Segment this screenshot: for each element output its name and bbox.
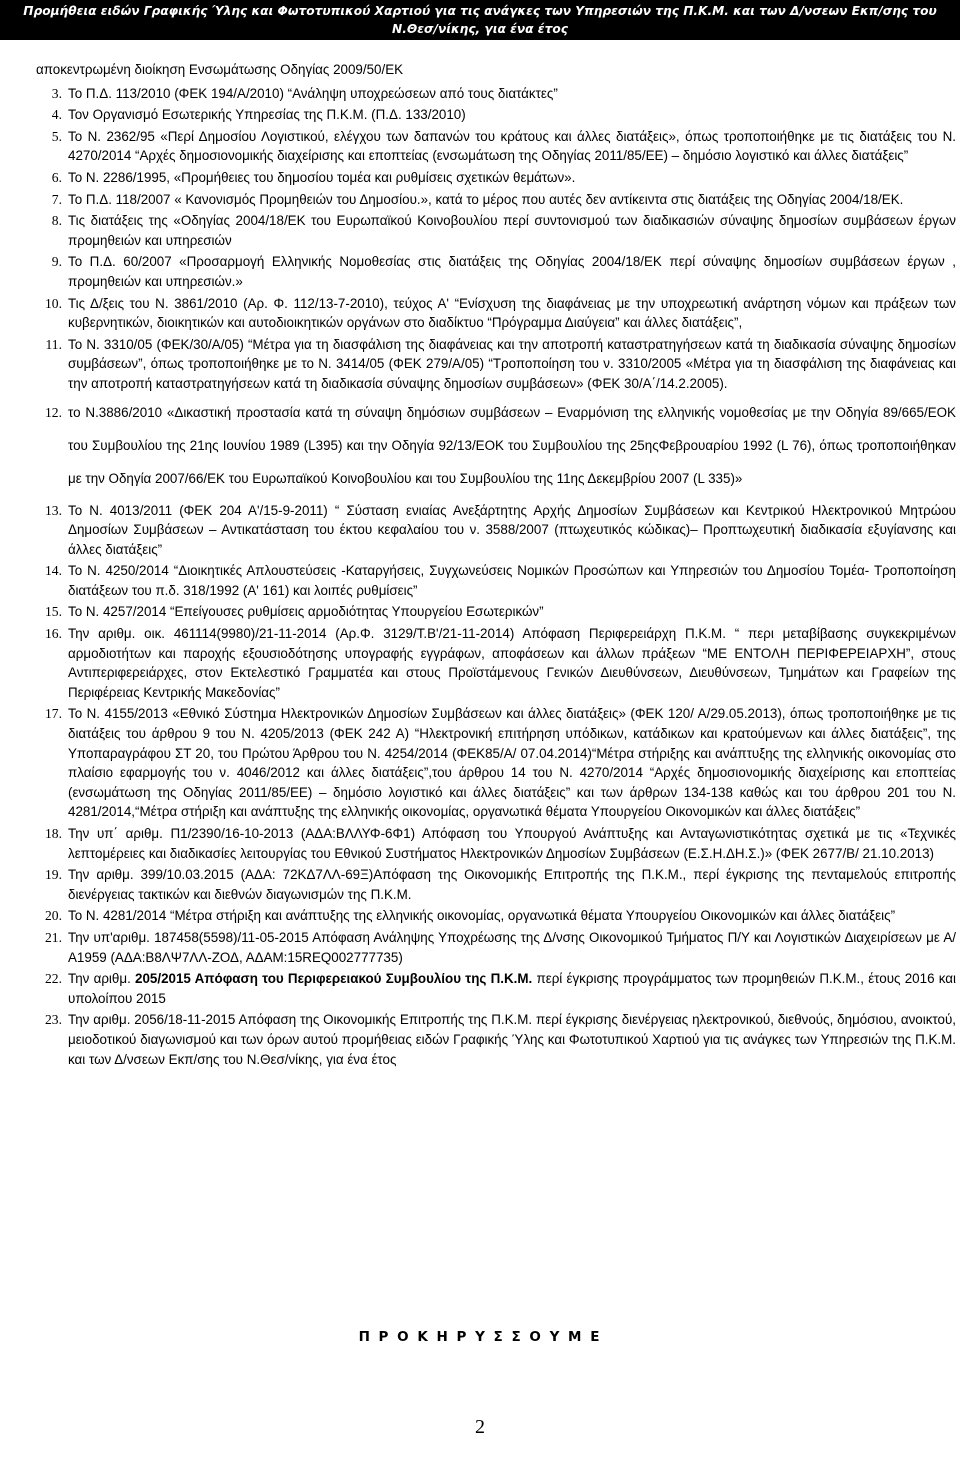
closing-title: Π Ρ Ο Κ Η Ρ Υ Σ Σ Ο Υ Μ Ε	[358, 1329, 602, 1345]
item-text-post: περί έγκρισης προγράμματος των προμηθειών Π.Κ.Μ., έτους 2016 και υπολοίπου 2015	[68, 971, 957, 1006]
item-number: 15.	[45, 604, 62, 620]
item-text: Την αριθμ. 399/10.03.2015 (ΑΔΑ: 72ΚΔ7ΛΛ-69Ξ)Απόφαση της Οικονομικής Επιτροπής της Π.Κ.Μ., περί έγκρισης της πενταμελούς επιτροπής διενέργειας τακτικών και διεθνών διαγωνισμών της Π.Κ.Μ.	[68, 867, 956, 902]
list-item	[36, 252, 956, 291]
item-number: 22.	[45, 971, 62, 987]
list-item	[36, 84, 956, 104]
list-item	[36, 294, 956, 333]
item-text-pre: Την αριθμ.	[68, 971, 136, 987]
list-item	[36, 969, 956, 1008]
item-text: Το Ν. 4250/2014 “Διοικητικές Απλουστεύσεις -Καταργήσεις, Συγχωνεύσεις Νομικών Προσώπων και Υπηρεσιών του Δημοσίου Τομέα- Τροποποίηση διατάξεων του π.δ. 318/1992 (Α' 161) και λοιπές ρυθμίσεις”	[68, 563, 956, 598]
item-text: το Ν.3886/2010 «Δικαστική προστασία κατά τη σύναψη δημόσιων συμβάσεων – Εναρμόνιση της ελληνικής νομοθεσίας με την Οδηγία 89/665/ΕΟΚ του Συμβουλίου της 21ης Ιουνίου 1989 (L395) και την Οδηγία 92/13/ΕΟΚ του Συμβουλίου της 25ηςΦεβρουαρίου 1992 (L 76), όπως τροποποιήθηκαν με την Οδηγία 2007/66/ΕΚ του Ευρωπαϊκού Κοινοβουλίου και του Συμβουλίου της 11ης Δεκεμβρίου 2007 (L 335)»	[68, 404, 956, 486]
item-text: Το Π.Δ. 113/2010 (ΦΕΚ 194/Α/2010) “Ανάληψη υποχρεώσεων από τους διατάκτες”	[68, 85, 558, 101]
list-item	[36, 190, 956, 210]
page-number: 2	[475, 1416, 485, 1438]
list-item	[36, 704, 956, 822]
legal-references	[36, 60, 956, 1071]
item-text: Το Ν. 4013/2011 (ΦΕΚ 204 Α'/15-9-2011) “ Σύσταση ενιαίας Ανεξάρτητης Αρχής Δημοσίων Συμβάσεων και Κεντρικού Ηλεκτρονικού Μητρώου Δημοσίων Συμβάσεων – Αντικατάσταση του έκτου κεφαλαίου του ν. 3588/2007 (πτωχευτικός κώδικας)– Προπτωχευτική διαδικασία εξυγίανσης και άλλες διατάξεις”	[68, 502, 956, 557]
item-number: 17.	[45, 706, 62, 722]
item-text: Το Π.Δ. 118/2007 « Κανονισμός Προμηθειών του Δημοσίου.», κατά το μέρος που αυτές δεν αντίκειντα στις διατάξεις της Οδηγίας 2004/18/ΕΚ.	[68, 191, 904, 207]
item-number: 21.	[45, 929, 62, 945]
item-number: 18.	[45, 826, 62, 841]
header-line-2: Ν.Θεσ/νίκης, για ένα έτος	[392, 22, 568, 36]
item-text: Τις διατάξεις της «Οδηγίας 2004/18/ΕΚ του Ευρωπαϊκού Κοινοβουλίου περί συντονισμού των διαδικασιών σύναψης δημοσίων συμβάσεων έργων προμηθειών και υπηρεσιών	[68, 213, 956, 248]
item-number: 5.	[51, 128, 62, 144]
list-item	[36, 396, 956, 495]
item-number: 20.	[45, 908, 62, 924]
item-text: Την αριθμ. 2056/18-11-2015 Απόφαση της Οικονομικής Επιτροπής της Π.Κ.Μ. περί έγκρισης διενέργειας ηλεκτρονικού, διεθνούς, δημόσιου, ανοικτού, μειοδοτικού διαγωνισμού και των όρων αυτού προμήθειας ειδών Γραφικής Ύλης και Φωτοτυπικού Χαρτιού για τις ανάγκες των Υπηρεσιών της Π.Κ.Μ. και των Δ/νσεων Εκπ/σης του Ν.Θεσ/νίκης, για ένα έτος	[68, 1012, 956, 1067]
item-number: 3.	[51, 85, 62, 101]
item-text: Την αριθμ. οικ. 461114(9980)/21-11-2014 (Αρ.Φ. 3129/Τ.Β'/21-11-2014) Απόφαση Περιφερειάρχη Π.Κ.Μ. “ περι μεταβίβασης συγκεκριμένων αρμοδιοτήτων και παροχής εξουσιοδότησης υπογραφής εγγράφων, αποφάσεων και άλλων πράξεων “ΜΕ ΕΝΤΟΛΗ ΠΕΡΙΦΕΡΕΙΑΡΧΗ”, στους Αντιπεριφερειάρχες, στον Εκτελεστικό Γραμματέα και στους Προϊστάμενους Γενικών Διευθύνσεων, Διευθύνσεων, Τμημάτων και Γραφείων της Περιφέρειας Κεντρικής Μακεδονίας”	[68, 626, 956, 700]
item-text: Το Ν. 4155/2013 «Εθνικό Σύστημα Ηλεκτρονικών Δημοσίων Συμβάσεων και άλλες διατάξεις» (ΦΕΚ 120/ Α/29.05.2013), όπως τροποποιήθηκε με τις διατάξεις του άρθρου 9 του Ν. 4205/2013 (ΦΕΚ 242 Α) “Ηλεκτρονική επιτήρηση υπόδικων, κατάδικων και κρατούμενων και άλλες διατάξεις”, της Υποπαραγράφου ΣΤ 20, του Πρώτου Άρθρου του Ν. 4254/2014 (ΦΕΚ85/Α/ 07.04.2014)“Μέτρα στήριξης και ανάπτυξης της ελληνικής οικονομίας στο πλαίσιο εφαρμογής του ν. 4046/2012 και άλλες διατάξεις”,του άρθρου 14 του Ν. 4270/2014 “Αρχές δημοσιονομικής διαχείρισης και εποπτείας (ενσωμάτωση της Οδηγίας 2011/85/ΕΕ) – δημόσιο λογιστικό και άλλες διατάξεις” και των άρθρων 134-138 καθώς και του άρθρου 201 του Ν. 4281/2014,“Μέτρα στήριξη και ανάπτυξης της ελληνικής οικονομίας, οργανωτικά θέματα Υπουργείου Οικονομικών και άλλες διατάξεις”	[68, 706, 956, 820]
item-text: Τις Δ/ξεις του Ν. 3861/2010 (Αρ. Φ. 112/13-7-2010), τεύχος Α' “Ενίσχυση της διαφάνειας με την υποχρεωτική ανάρτηση νόμων και πράξεων των κυβερνητικών, διοικητικών και αυτοδιοικητικών οργάνων στο διαδίκτυο “Πρόγραμμα Διαύγεια” και άλλες διατάξεις”,	[68, 295, 956, 331]
list-item	[36, 127, 956, 166]
page-header	[0, 0, 960, 40]
reference-list	[36, 84, 956, 1070]
list-item	[36, 335, 956, 394]
item-number: 12.	[45, 404, 62, 420]
item-text: Την υπ΄ αριθμ. Π1/2390/16-10-2013 (ΑΔΑ:ΒΛΛΥΦ-6Φ1) Απόφαση του Υπουργού Ανάπτυξης και Ανταγωνιστικότητας σχετικά με τις «Τεχνικές λεπτομέρειες και διαδικασίες λειτουργίας του Εθνικού Συστήματος Ηλεκτρονικών Δημοσίων Συμβάσεων (Ε.Σ.Η.ΔΗ.Σ.)» (ΦΕΚ 2677/Β/ 21.10.2013)	[68, 826, 956, 861]
list-item	[36, 602, 956, 622]
item-number: 6.	[51, 169, 62, 185]
list-item	[36, 561, 956, 600]
list-item	[36, 211, 956, 250]
item-number: 7.	[51, 191, 62, 207]
item-number: 9.	[51, 254, 62, 270]
list-item	[36, 928, 956, 967]
item-text: Το Ν. 4257/2014 “Επείγουσες ρυθμίσεις αρμοδιότητας Υπουργείου Εσωτερικών”	[68, 604, 544, 620]
item-number: 8.	[51, 213, 62, 229]
item-text: Το Ν. 2286/1995, «Προμήθειες του δημοσίου τομέα και ρυθμίσεις σχετικών θεμάτων».	[68, 169, 576, 185]
header-line-1: Προμήθεια ειδών Γραφικής Ύλης και Φωτοτυπικού Χαρτιού για τις ανάγκες των Υπηρεσιών της Π.Κ.Μ. και των Δ/νσεων Εκπ/σης του	[23, 4, 937, 18]
item-text: Το Ν. 3310/05 (ΦΕΚ/30/Α/05) “Μέτρα για τη διασφάλιση της διαφάνειας και την αποτροπή καταστρατηγήσεων κατά τη διαδικασία σύναψης δημοσίων συμβάσεων”, όπως τροποποιήθηκε με το Ν. 3414/05 (ΦΕΚ 279/Α/05) “Τροποποίηση του ν. 3310/2005 «Μέτρα για τη διασφάλιση της διαφάνειας και την αποτροπή καταστρατηγήσεων κατά τη διαδικασία σύναψης δημοσίων συμβάσεων» (ΦΕΚ 30/Α΄/14.2.2005).	[68, 336, 956, 391]
item-text	[68, 969, 956, 1008]
item-number: 16.	[45, 626, 62, 642]
item-number: 19.	[45, 867, 62, 883]
list-item	[36, 906, 956, 926]
intro-line: αποκεντρωμένη διοίκηση Ενσωμάτωσης Οδηγίας 2009/50/ΕΚ	[36, 62, 404, 77]
item-text: Το Ν. 2362/95 «Περί Δημοσίου Λογιστικού, ελέγχου των δαπανών του κράτους και άλλες διατάξεις», όπως τροποποιήθηκε με τις διατάξεις του Ν. 4270/2014 “Αρχές δημοσιονομικής διαχείρισης και εποπτείας (ενσωμάτωση της Οδηγίας 2011/85/ΕΕ) – δημόσιο λογιστικό και άλλες διατάξεις”	[68, 128, 956, 164]
item-text: Το Ν. 4281/2014 “Μέτρα στήριξη και ανάπτυξης της ελληνικής οικονομίας, οργανωτικά θέματα Υπουργείου Οικονομικών και άλλες διατάξεις”	[68, 908, 896, 924]
list-item	[36, 824, 956, 863]
list-item	[36, 501, 956, 560]
item-text-bold: 205/2015 Απόφαση του Περιφερειακού Συμβουλίου της Π.Κ.Μ.	[135, 971, 533, 987]
list-item	[36, 624, 956, 702]
list-item	[36, 1010, 956, 1069]
item-number: 13.	[45, 502, 62, 518]
item-text: Την υπ'αριθμ. 187458(5598)/11-05-2015 Απόφαση Ανάληψης Υποχρέωσης της Δ/νσης Οικονομικού Τμήματος Π/Υ και Λογιστικών Διαχειρίσεων με Α/Α1959 (ΑΔΑ:Β8ΛΨ7ΛΛ-ΖΟΔ, ΑΔΑΜ:15REQ002777735)	[68, 929, 956, 965]
list-item	[36, 168, 956, 188]
item-text: Τον Οργανισμό Εσωτερικής Υπηρεσίας της Π.Κ.Μ. (Π.Δ. 133/2010)	[68, 107, 466, 123]
item-text: Το Π.Δ. 60/2007 «Προσαρμογή Ελληνικής Νομοθεσίας στις διατάξεις της Οδηγίας 2004/18/ΕΚ περί σύναψης δημοσίων συμβάσεων έργων , προμηθειών και υπηρεσιών.»	[68, 254, 956, 289]
item-number: 14.	[45, 563, 62, 579]
item-number: 23.	[45, 1012, 62, 1028]
item-number: 11.	[45, 336, 62, 352]
item-number: 10.	[45, 295, 62, 311]
list-item	[36, 865, 956, 904]
list-item	[36, 105, 956, 125]
item-number: 4.	[51, 107, 62, 123]
